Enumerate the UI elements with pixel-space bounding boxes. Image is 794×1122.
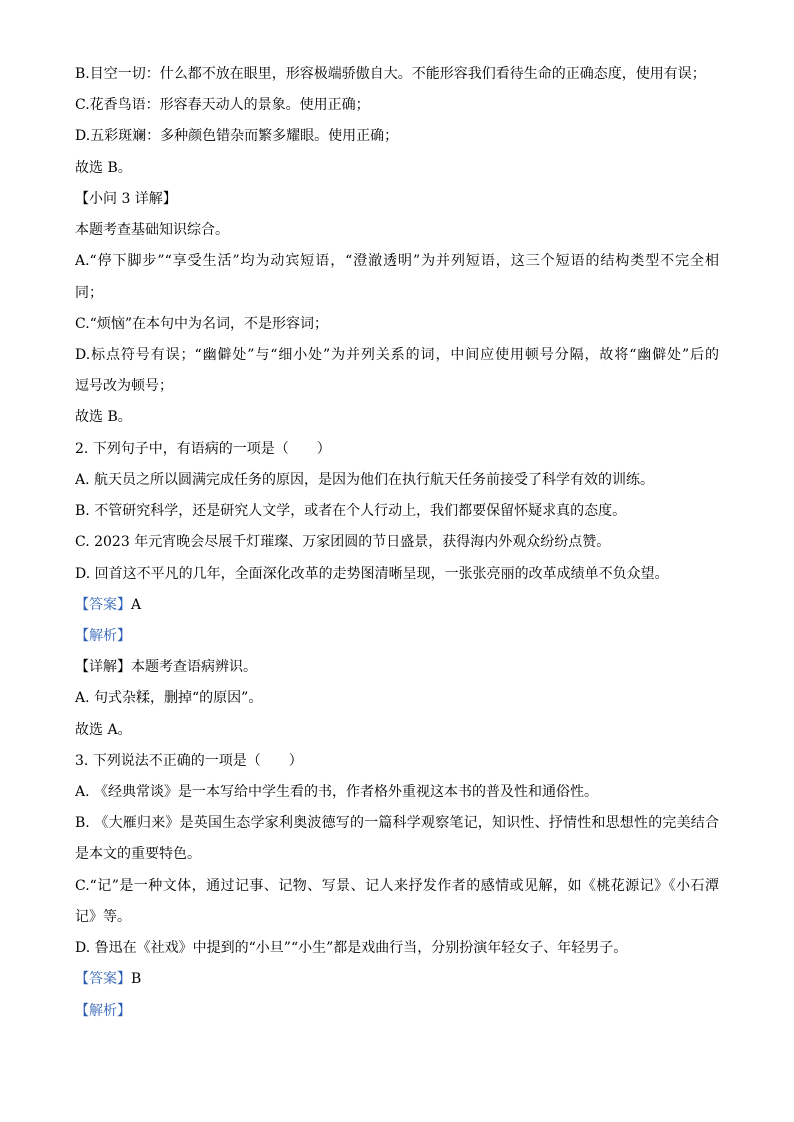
text-line: 故选 A。 xyxy=(75,721,132,738)
text-line: 本题考查基础知识综合。 xyxy=(75,222,229,239)
question-option: B. 不管研究科学，还是研究人文学，或者在个人行动上，我们都要保留怀疑求真的态度。 xyxy=(75,503,627,520)
analysis-line xyxy=(75,621,719,652)
answer-line xyxy=(75,590,719,621)
answer-label: 【答案】 xyxy=(75,596,131,613)
analysis-line xyxy=(75,996,719,1027)
text-line: D.五彩斑斓：多种颜色错杂而繁多耀眼。使用正确； xyxy=(75,128,399,145)
text-line: 同； xyxy=(75,284,103,301)
answer-label: 【答案】 xyxy=(75,971,131,988)
section-heading: 【小问 3 详解】 xyxy=(75,190,177,207)
question-stem: 2. 下列句子中，有语病的一项是（ ） xyxy=(75,440,331,457)
text-line: C.“烦恼”在本句中为名词，不是形容词； xyxy=(75,315,328,332)
question-option: 是本文的重要特色。 xyxy=(75,846,201,863)
question-option: A. 航天员之所以圆满完成任务的原因，是因为他们在执行航天任务前接受了科学有效的训练。 xyxy=(75,471,655,488)
text-line: D.标点符号有误；“幽僻处”与“细小处”为并列关系的词，中间应使用顿号分隔，故将“幽僻处”后的 xyxy=(75,346,719,363)
question-option: A. 《经典常谈》是一本写给中学生看的书，作者格外重视这本书的普及性和通俗性。 xyxy=(75,784,599,801)
answer-line xyxy=(75,964,719,995)
text-line: 故选 B。 xyxy=(75,409,132,426)
text-line: 故选 B。 xyxy=(75,159,132,176)
analysis-label: 【解析】 xyxy=(75,1002,131,1019)
question-option: D. 回首这不平凡的几年，全面深化改革的走势图清晰呈现，一张张亮丽的改革成绩单不负众望。 xyxy=(75,565,669,582)
text-line: C.花香鸟语：形容春天动人的景象。使用正确； xyxy=(75,97,370,114)
text-line: A.“停下脚步”“享受生活”均为动宾短语，“澄澈透明”为并列短语，这三个短语的结构类型不完全相 xyxy=(75,253,719,270)
question-option: D. 鲁迅在《社戏》中提到的“小旦”“小生”都是戏曲行当，分别扮演年轻女子、年轻男子。 xyxy=(75,940,628,957)
text-line: 【详解】本题考查语病辨识。 xyxy=(75,659,257,676)
question-option: 记》等。 xyxy=(75,908,131,925)
text-line: A. 句式杂糅，删掉“的原因”。 xyxy=(75,690,263,707)
question-option: C. 2023 年元宵晚会尽展千灯璀璨、万家团圆的节日盛景，获得海内外观众纷纷点赞。 xyxy=(75,534,611,551)
question-option: B. 《大雁归来》是英国生态学家利奥波德写的一篇科学观察笔记，知识性、抒情性和思想性的完美结合 xyxy=(75,815,719,832)
document-page xyxy=(75,59,719,1027)
answer-value: A xyxy=(131,596,142,613)
analysis-label: 【解析】 xyxy=(75,627,131,644)
text-line: 逗号改为顿号； xyxy=(75,378,173,395)
question-option: C.“记”是一种文体，通过记事、记物、写景、记人来抒发作者的感情或见解，如《桃花源记》《小石潭 xyxy=(75,877,719,894)
question-stem: 3. 下列说法不正确的一项是（ ） xyxy=(75,752,303,769)
answer-value: B xyxy=(131,971,142,988)
text-line: B.目空一切：什么都不放在眼里，形容极端骄傲自大。不能形容我们看待生命的正确态度，使用有误； xyxy=(75,66,706,82)
